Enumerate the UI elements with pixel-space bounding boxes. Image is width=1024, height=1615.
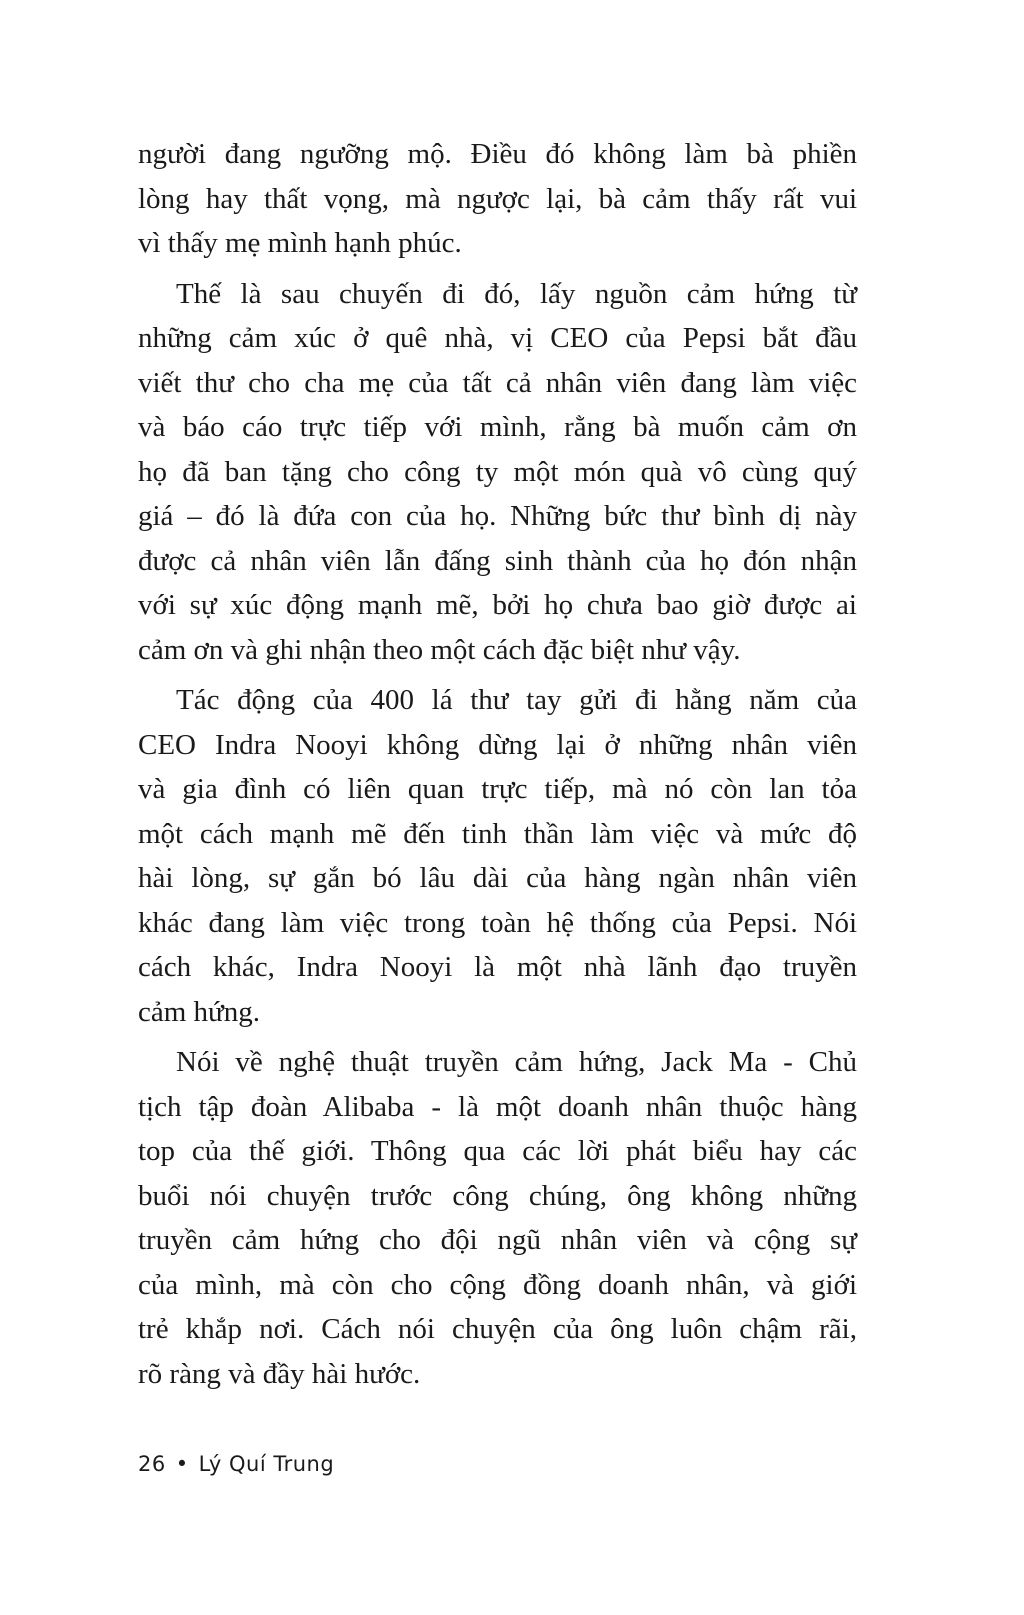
text-line: hài lòng, sự gắn bó lâu dài của hàng ngàn nhân viên [138, 862, 857, 894]
text-line: buổi nói chuyện trước công chúng, ông không những [138, 1179, 857, 1212]
text-line: Tác động của 400 lá thư tay gửi đi hằng năm của [176, 684, 857, 716]
text-line: CEO Indra Nooyi không dừng lại ở những nhân viên [138, 728, 857, 761]
footer-separator: • [175, 1452, 189, 1476]
text-line: những cảm xúc ở quê nhà, vị CEO của Pepsi bắt đầu [138, 322, 857, 354]
page-body [138, 132, 857, 1402]
text-line: và báo cáo trực tiếp với mình, rằng bà muốn cảm ơn [138, 411, 857, 443]
text-line: lòng hay thất vọng, mà ngược lại, bà cảm thấy rất vui [138, 182, 857, 215]
text-line: cảm ơn và ghi nhận theo một cách đặc biệt như vậy. [138, 633, 741, 666]
paragraph [138, 678, 857, 1034]
text-line: top của thế giới. Thông qua các lời phát biểu hay các [138, 1135, 857, 1167]
text-line: giá – đó là đứa con của họ. Những bức thư bình dị này [138, 500, 857, 532]
paragraph [138, 132, 857, 266]
author-name: Lý Quí Trung [198, 1452, 335, 1476]
text-line: rõ ràng và đầy hài hước. [138, 1357, 421, 1390]
text-line: họ đã ban tặng cho công ty một món quà vô cùng quý [138, 455, 857, 488]
text-line: viết thư cho cha mẹ của tất cả nhân viên đang làm việc [138, 366, 857, 399]
text-line: Nói về nghệ thuật truyền cảm hứng, Jack Ma - Chủ [176, 1046, 857, 1078]
text-line: được cả nhân viên lẫn đấng sinh thành của họ đón nhận [138, 544, 857, 577]
paragraph [138, 272, 857, 673]
text-line: cách khác, Indra Nooyi là một nhà lãnh đạo truyền [138, 951, 857, 983]
text-line: trẻ khắp nơi. Cách nói chuyện của ông luôn chậm rãi, [138, 1313, 857, 1345]
paragraph [138, 1040, 857, 1396]
text-line: một cách mạnh mẽ đến tinh thần làm việc và mức độ [138, 817, 857, 850]
text-line: tịch tập đoàn Alibaba - là một doanh nhân thuộc hàng [138, 1090, 857, 1123]
text-line: người đang ngưỡng mộ. Điều đó không làm bà phiền [138, 138, 857, 170]
text-line: của mình, mà còn cho cộng đồng doanh nhân, và giới [138, 1268, 857, 1301]
page-number: 26 [138, 1452, 166, 1476]
text-line: Thế là sau chuyến đi đó, lấy nguồn cảm hứng từ [176, 277, 857, 310]
text-line: và gia đình có liên quan trực tiếp, mà nó còn lan tỏa [138, 773, 857, 805]
text-line: cảm hứng. [138, 995, 261, 1028]
text-line: khác đang làm việc trong toàn hệ thống của Pepsi. Nói [138, 906, 857, 939]
text-line: vì thấy mẹ mình hạnh phúc. [138, 227, 462, 259]
page-footer [138, 1452, 334, 1476]
text-line: truyền cảm hứng cho đội ngũ nhân viên và cộng sự [138, 1224, 857, 1256]
text-line: với sự xúc động mạnh mẽ, bởi họ chưa bao giờ được ai [138, 589, 857, 621]
